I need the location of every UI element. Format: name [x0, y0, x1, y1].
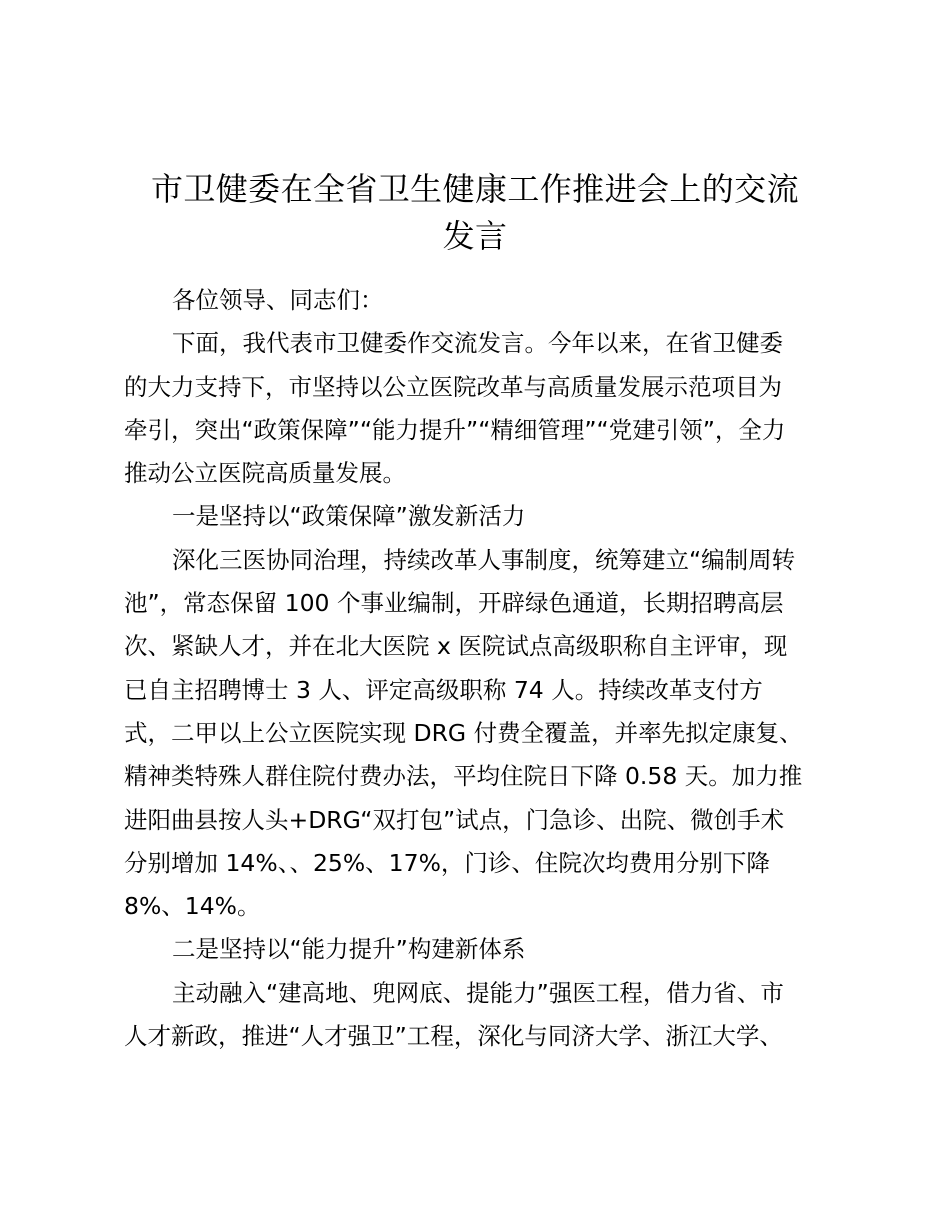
section1-line: 次、紧缺人才，并在北大医院 x 医院试点高级职称自主评审，现 — [124, 632, 788, 661]
title-line: 市卫健委在全省卫生健康工作推进会上的交流 — [150, 170, 799, 208]
section1-line: 8%、14%。 — [124, 892, 261, 921]
section1-line: 精神类特殊人群住院付费办法，平均住院日下降 0.58 天。加力推 — [124, 762, 803, 791]
section1-line: 进阳曲县按人头+DRG“双打包”试点，门急诊、出院、微创手术 — [124, 805, 785, 834]
page-title — [100, 166, 850, 260]
section1-line: 式，二甲以上公立医院实现 DRG 付费全覆盖，并率先拟定康复、 — [124, 718, 803, 747]
section1-line: 池”，常态保留 100 个事业编制，开辟绿色通道，长期招聘高层 — [124, 589, 784, 618]
section-heading-1: 一是坚持以“政策保障”激发新活力 — [172, 502, 526, 531]
intro-line: 下面，我代表市卫健委作交流发言。今年以来，在省卫健委 — [172, 329, 783, 358]
section1-line: 分别增加 14%、、25%、17%，门诊、住院次均费用分别下降 — [124, 848, 770, 877]
section-heading-2: 二是坚持以“能力提升”构建新体系 — [172, 935, 526, 964]
greeting: 各位领导、同志们： — [172, 286, 384, 314]
document-body — [124, 279, 836, 1058]
intro-line: 牵引，突出“政策保障”“能力提升”“精细管理”“党建引领”，全力 — [124, 415, 786, 444]
title-line: 发言 — [442, 217, 508, 255]
intro-line: 的大力支持下，市坚持以公立医院改革与高质量发展示范项目为 — [124, 372, 782, 401]
section1-line: 已自主招聘博士 3 人、评定高级职称 74 人。持续改革支付方 — [124, 675, 763, 704]
section2-line: 人才新政，推进“人才强卫”工程，深化与同济大学、浙江大学、 — [124, 1022, 783, 1051]
section2-line: 主动融入“建高地、兜网底、提能力”强医工程，借力省、市 — [172, 978, 784, 1007]
section1-line: 深化三医协同治理，持续改革人事制度，统筹建立“编制周转 — [172, 545, 796, 574]
intro-line: 推动公立医院高质量发展。 — [124, 459, 406, 488]
